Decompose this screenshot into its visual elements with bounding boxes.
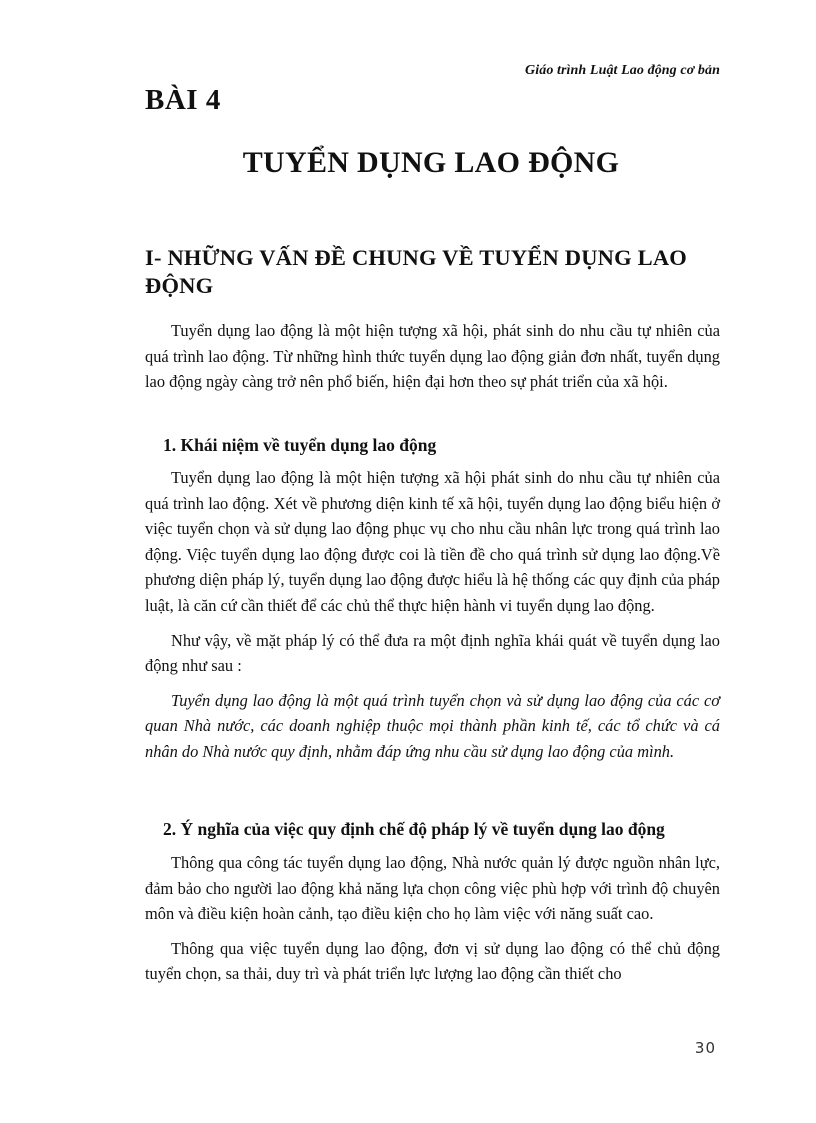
intro-paragraph: Tuyển dụng lao động là một hiện tượng xã hội, phát sinh do nhu cầu tự nhiên của quá trình lao động. Từ những hình thức tuyển dụng lao động giản đơn nhất, tuyển dụng lao động ngày càng trở nên phổ biến, hiện đại hơn theo sự phát triển của xã hội. <box>145 321 720 392</box>
lesson-label: BÀI 4 <box>145 84 221 116</box>
definition-paragraph: Tuyển dụng lao động là một quá trình tuyển chọn và sử dụng lao động của các cơ quan Nhà nước, các doanh nghiệp thuộc mọi thành phần kinh tế, các tổ chức và cá nhân do Nhà nước quy định, nhằm đáp ứng nhu cầu sử dụng lao động của mình. <box>145 690 720 761</box>
chapter-title: TUYỂN DỤNG LAO ĐỘNG <box>242 146 620 179</box>
body-paragraph: Tuyển dụng lao động là một hiện tượng xã hội phát sinh do nhu cầu tự nhiên của quá trình lao động. Xét về phương diện kinh tế xã hội, tuyển dụng lao động biểu hiện ở việc tuyển chọn và sử dụng lao động phục vụ cho nhu cầu nhân lực trong quá trình lao động. Việc tuyển dụng lao động được coi là tiền đề cho quá trình sử dụng lao động.Về phương diện pháp lý, tuyển dụng lao động được hiểu là hệ thống các quy định của pháp luật, là căn cứ cần thiết để các chủ thể thực hiện hành vi tuyển dụng lao động. <box>145 468 720 615</box>
body-paragraph: Thông qua việc tuyển dụng lao động, đơn vị sử dụng lao động có thể chủ động tuyển chọn, sa thải, duy trì và phát triển lực lượng lao động cần thiết cho <box>145 938 720 984</box>
subsection-2-body <box>145 850 720 987</box>
subsection-heading-1: 1. Khái niệm về tuyển dụng lao động <box>163 435 437 455</box>
page-number: 30 <box>694 1039 716 1057</box>
running-header: Giáo trình Luật Lao động cơ bản <box>525 63 720 78</box>
body-paragraph: Thông qua công tác tuyển dụng lao động, Nhà nước quản lý được nguồn nhân lực, đảm bảo cho người lao động khả năng lựa chọn công việc phù hợp với trình độ chuyên môn và điều kiện hoàn cảnh, tạo điều kiện cho họ làm việc với năng suất cao. <box>145 853 720 924</box>
subsection-heading-2: 2. Ý nghĩa của việc quy định chế độ pháp lý về tuyển dụng lao động <box>163 819 665 839</box>
body-paragraph: Như vậy, về mặt pháp lý có thể đưa ra một định nghĩa khái quát về tuyển dụng lao động như sau : <box>145 630 720 676</box>
section-intro <box>145 318 720 395</box>
subsection-1-body <box>145 465 720 765</box>
section-title: I- NHỮNG VẤN ĐỀ CHUNG VỀ TUYỂN DỤNG LAO ĐỘNG <box>145 245 688 298</box>
